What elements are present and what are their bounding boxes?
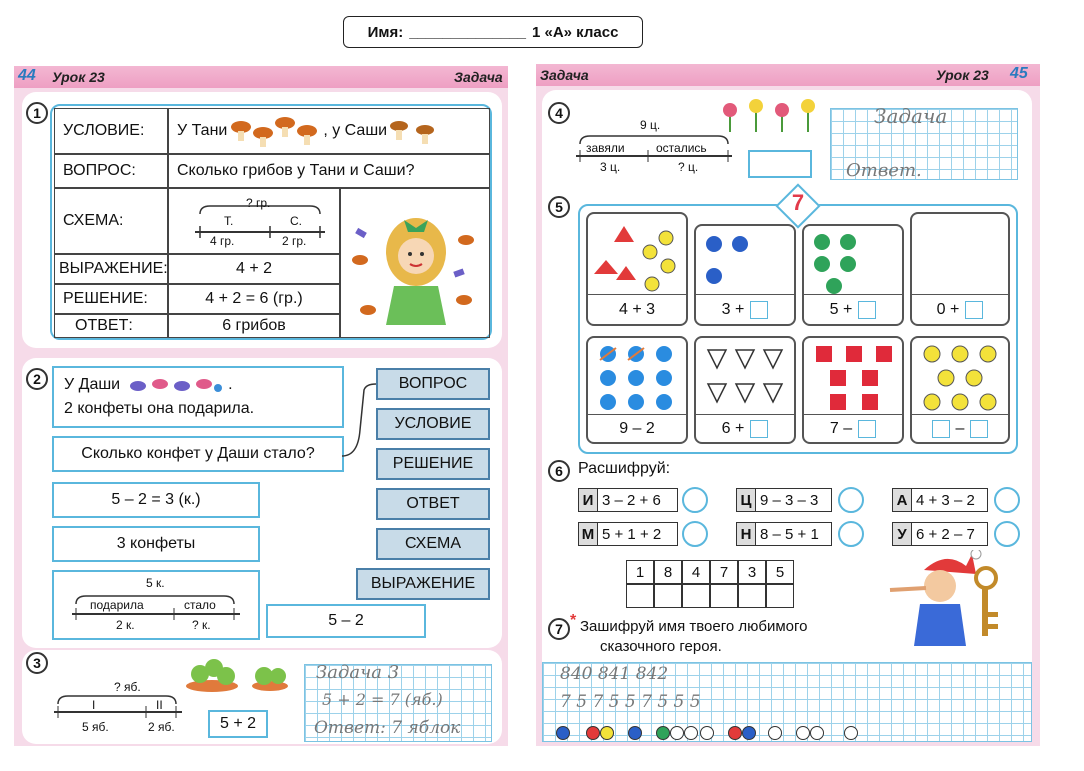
- word-card-scheme[interactable]: СХЕМА: [376, 528, 490, 560]
- ex4-c: 3 ц.: [600, 160, 621, 174]
- ex2-scheme-total: 5 к.: [146, 576, 165, 590]
- ex2-condition-box: [52, 366, 344, 428]
- ex1-label-answer: ОТВЕТ:: [54, 314, 168, 338]
- yellow-circles-icon: [912, 338, 1008, 414]
- ex3-hand2: 5 + 2 = 7 (яб.): [322, 690, 443, 709]
- ex5-card-3: [802, 224, 904, 326]
- letter-ts: Ц: [737, 489, 756, 511]
- ex1-label-solution: РЕШЕНИЕ:: [54, 284, 168, 314]
- ex2-number: 2: [26, 368, 48, 390]
- ex5-card-2-blank[interactable]: [750, 301, 768, 319]
- ex1-answer: 6 грибов: [168, 314, 340, 338]
- digit-cell: 7: [710, 560, 738, 584]
- right-lesson: Урок 23: [936, 67, 989, 83]
- letter-m: М: [579, 523, 598, 545]
- ex1-solution: 4 + 2 = 6 (гр.): [168, 284, 340, 314]
- name-blank[interactable]: ______________: [409, 23, 526, 41]
- ex2-scheme-b: стало: [184, 598, 216, 612]
- ex5-card-7: [802, 336, 904, 444]
- left-lesson: Урок 23: [52, 69, 105, 85]
- class-label: 1 «А» класс: [531, 23, 619, 41]
- digit-cell: 8: [654, 560, 682, 584]
- ex5-card-8-blank-a[interactable]: [932, 420, 950, 438]
- ex2-expression-box[interactable]: 5 – 2: [266, 604, 426, 638]
- ex4-a: завяли: [586, 141, 625, 155]
- ex4-hand2: Ответ.: [846, 160, 922, 181]
- ex5-card-1-label: 4 + 3: [588, 294, 686, 324]
- ex3-hand3: Ответ: 7 яблок: [314, 718, 461, 738]
- ex5-card-3-label: [804, 294, 902, 324]
- girl-with-mushrooms-illustration: [346, 200, 484, 330]
- ex6-row-m: [578, 522, 678, 546]
- condition-tanya: У Тани: [177, 122, 228, 139]
- digit-cell: 1: [626, 560, 654, 584]
- ex5-number: 5: [548, 196, 570, 218]
- ex5-card-8-blank-b[interactable]: [970, 420, 988, 438]
- word-card-question[interactable]: ВОПРОС: [376, 368, 490, 400]
- ex6-answer-i[interactable]: [682, 487, 708, 513]
- ex3-hand1: Задача 3: [316, 662, 400, 683]
- expr-a: 4 + 3 – 2: [916, 491, 975, 509]
- ex1-scheme-t: Т.: [224, 214, 234, 228]
- left-page-number: 44: [18, 67, 36, 84]
- expr-i: 3 – 2 + 6: [602, 491, 661, 509]
- triangles-outline-icon: [696, 338, 794, 414]
- ex6-answer-a[interactable]: [994, 487, 1020, 513]
- ex7-line1: Зашифруй имя твоего любимого: [580, 618, 808, 635]
- ex3-part2: II: [156, 698, 163, 712]
- ex6-row-a: [892, 488, 988, 512]
- condition-sasha: , у Саши: [323, 122, 388, 139]
- triangles-circles-icon: [588, 214, 686, 294]
- ex1-scheme-s: С.: [290, 214, 302, 228]
- expr-u: 6 + 2 – 7: [916, 525, 975, 543]
- candies-icon: [126, 374, 222, 396]
- ex6-answer-ts[interactable]: [838, 487, 864, 513]
- ex1-question: Сколько грибов у Тани и Саши?: [168, 154, 490, 188]
- green-circles-icon: [804, 226, 902, 296]
- right-page-number: 45: [1010, 65, 1028, 82]
- ex4-d: ? ц.: [678, 160, 699, 174]
- ex4-total: 9 ц.: [640, 118, 661, 132]
- ex5-card-4-blank[interactable]: [965, 301, 983, 319]
- expr-n: 8 – 5 + 1: [760, 525, 819, 543]
- ex2-condition-dot: .: [228, 376, 233, 393]
- left-topic: Задача: [454, 69, 503, 85]
- ex2-scheme-a: подарила: [90, 598, 144, 612]
- ex5-card-6: [694, 336, 796, 444]
- ex5-card-8-text: –: [955, 419, 965, 437]
- ex2-answer-box[interactable]: 3 конфеты: [52, 526, 260, 562]
- letter-n: Н: [737, 523, 756, 545]
- ex5-card-3-blank[interactable]: [858, 301, 876, 319]
- ex5-card-5-label: 9 – 2: [588, 414, 686, 442]
- right-topic: Задача: [540, 67, 589, 83]
- expr-m: 5 + 1 + 2: [602, 525, 662, 543]
- letter-answer-cell[interactable]: [710, 584, 738, 608]
- letter-i: И: [579, 489, 598, 511]
- ex5-card-6-text: 6 +: [721, 419, 745, 437]
- ex3-scheme: [52, 690, 184, 722]
- ex5-card-7-blank[interactable]: [858, 420, 876, 438]
- letter-u: У: [893, 523, 912, 545]
- digit-cell: 4: [682, 560, 710, 584]
- ex6-row-u: [892, 522, 988, 546]
- pinocchio-with-key-illustration: [876, 550, 1016, 650]
- ex5-card-6-label: [696, 414, 794, 442]
- ex2-question-box[interactable]: Сколько конфет у Даши стало?: [52, 436, 344, 472]
- ex6-digit-table: [626, 560, 800, 608]
- flowers-icon: [716, 96, 822, 134]
- blue-circles-crossed-icon: [588, 338, 686, 414]
- ex1-scheme-a: 4 гр.: [210, 234, 235, 248]
- name-label: Имя:: [367, 23, 404, 41]
- letter-answer-cell[interactable]: [682, 584, 710, 608]
- blue-circles-icon: [696, 226, 794, 296]
- ex4-number: 4: [548, 102, 570, 124]
- ex2-condition-line1: У Даши: [64, 376, 121, 393]
- ex5-card-4: [910, 212, 1010, 326]
- ex3-number: 3: [26, 652, 48, 674]
- digit-cell: 5: [766, 560, 794, 584]
- ex5-card-7-text: 7 –: [829, 419, 853, 437]
- right-header: [536, 64, 1040, 86]
- ex3-b: 2 яб.: [148, 720, 175, 734]
- ex1-label-expression: ВЫРАЖЕНИЕ:: [54, 254, 168, 284]
- ex3-part1: I: [92, 698, 96, 712]
- ex5-card-8: [910, 336, 1010, 444]
- ex1-scheme-b: 2 гр.: [282, 234, 307, 248]
- ex2-scheme-d: ? к.: [192, 618, 211, 632]
- letter-answer-cell[interactable]: [766, 584, 794, 608]
- ex1-scheme-total: ? гр.: [246, 196, 271, 210]
- ex7-color-circles: [554, 724, 864, 742]
- ex5-card-6-blank[interactable]: [750, 420, 768, 438]
- ex1-label-scheme: СХЕМА:: [54, 188, 168, 254]
- ex4-hand1: Задача: [874, 104, 948, 128]
- ex6-answer-u[interactable]: [994, 521, 1020, 547]
- digit-cell: 3: [738, 560, 766, 584]
- letter-answer-cell[interactable]: [738, 584, 766, 608]
- red-squares-icon: [804, 338, 902, 414]
- ex6-row-i: [578, 488, 678, 512]
- ex3-expression-box[interactable]: 5 + 2: [208, 710, 268, 738]
- word-card-solution[interactable]: РЕШЕНИЕ: [376, 448, 490, 480]
- ex6-number: 6: [548, 460, 570, 482]
- ex5-card-2-text: 3 +: [721, 300, 745, 318]
- letter-answer-cell[interactable]: [654, 584, 682, 608]
- left-header: [14, 66, 508, 88]
- expr-ts: 9 – 3 – 3: [760, 491, 819, 509]
- ex6-answer-m[interactable]: [682, 521, 708, 547]
- ex5-card-4-label: [912, 294, 1008, 324]
- ex1-label-condition: УСЛОВИЕ:: [54, 108, 168, 154]
- ex5-card-4-text: 0 +: [936, 300, 960, 318]
- ex6-title: Расшифруй:: [578, 460, 671, 477]
- ex3-a: 5 яб.: [82, 720, 109, 734]
- letter-answer-cell[interactable]: [626, 584, 654, 608]
- ex1-label-question: ВОПРОС:: [54, 154, 168, 188]
- ex7-star: *: [570, 612, 577, 629]
- ex2-solution-box[interactable]: 5 – 2 = 3 (к.): [52, 482, 260, 518]
- ex1-condition: [168, 108, 490, 154]
- ex1-expression: 4 + 2: [168, 254, 340, 284]
- ex4-b: остались: [656, 141, 707, 155]
- ex5-card-7-label: [804, 414, 902, 442]
- ex6-row-n: [736, 522, 832, 546]
- word-card-expression[interactable]: ВЫРАЖЕНИЕ: [356, 568, 490, 600]
- ex5-card-1: [586, 212, 688, 326]
- ex5-card-2: [694, 224, 796, 326]
- letter-a: А: [893, 489, 912, 511]
- ex2-connector: [340, 380, 380, 460]
- ex2-condition-line2: 2 конфеты она подарила.: [64, 400, 255, 417]
- ex5-badge-number: 7: [791, 190, 805, 215]
- mushrooms-small-icon: [387, 116, 437, 146]
- ex6-row-ts: [736, 488, 832, 512]
- ex5-card-2-label: [696, 294, 794, 324]
- ex4-answer-box[interactable]: [748, 150, 812, 178]
- ex1-number: 1: [26, 102, 48, 124]
- ex5-card-5: [586, 336, 688, 444]
- ex5-card-8-label: [912, 414, 1008, 442]
- ex7-hand1: 840 841 842: [560, 664, 669, 684]
- apples-icon: [184, 652, 296, 694]
- ex7-line2: сказочного героя.: [600, 638, 722, 655]
- ex5-card-3-text: 5 +: [829, 300, 853, 318]
- ex6-answer-n[interactable]: [838, 521, 864, 547]
- ex2-scheme-c: 2 к.: [116, 618, 135, 632]
- ex7-number: 7: [548, 618, 570, 640]
- word-card-condition[interactable]: УСЛОВИЕ: [376, 408, 490, 440]
- mushrooms-icon: [229, 113, 321, 149]
- word-card-answer[interactable]: ОТВЕТ: [376, 488, 490, 520]
- ex3-total: ? яб.: [114, 680, 141, 694]
- name-header: [343, 16, 643, 48]
- ex7-hand2: 7 5 7 5 5 7 5 5 5: [560, 692, 701, 712]
